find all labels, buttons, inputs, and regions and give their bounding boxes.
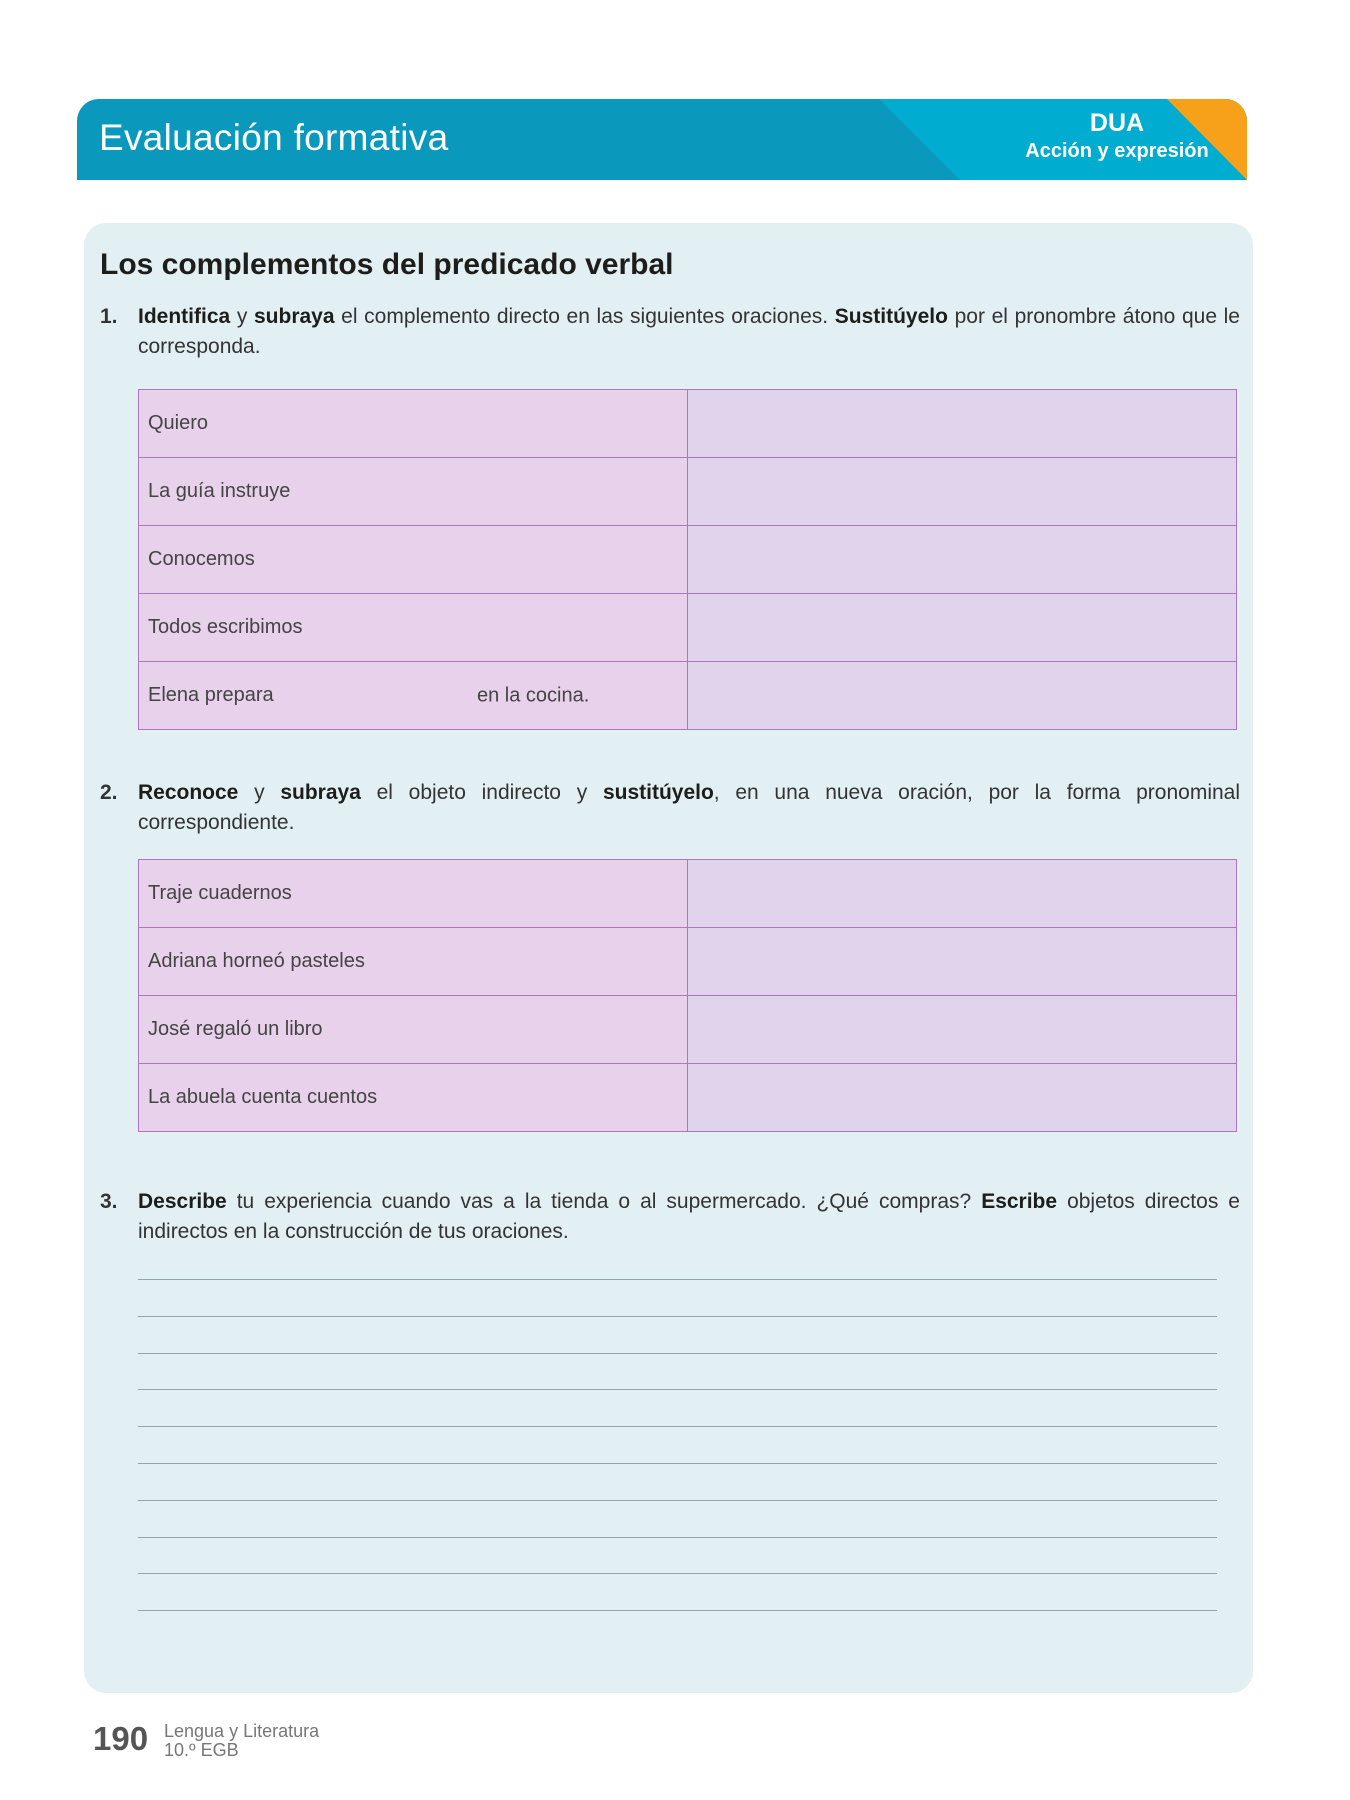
question-1 [100, 302, 1240, 362]
q2-text: el objeto indirecto y [360, 781, 603, 804]
writing-line[interactable] [138, 1426, 1217, 1427]
indirect-object-table [138, 859, 1237, 1132]
answer-cell[interactable] [688, 996, 1237, 1064]
section-header [77, 99, 1247, 180]
q3-text: objetos directos e indirectos en la construcción de tus oraciones. [138, 1190, 1240, 1243]
dua-badge [977, 109, 1247, 163]
q1-bold: subraya [253, 305, 335, 328]
question-number: 3. [100, 1190, 118, 1213]
section-title: Los complementos del predicado verbal [100, 248, 674, 281]
answer-cell[interactable] [688, 458, 1237, 526]
sentence-cell: La guía instruye [139, 458, 688, 526]
q3-bold: Describe [138, 1190, 227, 1213]
writing-line[interactable] [138, 1389, 1217, 1390]
question-number: 2. [100, 781, 118, 804]
writing-line[interactable] [138, 1537, 1217, 1538]
sentence-cell: Conocemos [139, 526, 688, 594]
answer-cell[interactable] [688, 860, 1237, 928]
q1-bold: Identifica [138, 305, 231, 328]
question-3 [100, 1187, 1240, 1247]
writing-line[interactable] [138, 1279, 1217, 1280]
table-row [139, 860, 1237, 928]
table-row [139, 458, 1237, 526]
table-row [139, 526, 1237, 594]
page-number: 190 [93, 1720, 149, 1757]
sentence-cell: Todos escribimos [139, 594, 688, 662]
sentence-cell: Traje cuadernos [139, 860, 688, 928]
q2-bold: subraya [280, 781, 361, 804]
footer-subject: Lengua y Literatura [164, 1721, 320, 1741]
table-row [139, 928, 1237, 996]
q1-bold: Sustitúyelo [834, 305, 948, 328]
writing-line[interactable] [138, 1353, 1217, 1354]
header-title: Evaluación formativa [99, 117, 449, 158]
q1-text: y [230, 305, 254, 328]
writing-line[interactable] [138, 1463, 1217, 1464]
q3-text: tu experiencia cuando vas a la tienda o al supermercado. ¿Qué compras? [226, 1190, 982, 1213]
table-row [139, 662, 1237, 730]
sentence-cell: Elena prepara en la cocina. [139, 662, 688, 730]
direct-object-table [138, 389, 1237, 730]
q2-text: y [238, 781, 281, 804]
q1-text: el complemento directo en las siguientes oraciones. [334, 305, 835, 328]
writing-line[interactable] [138, 1316, 1217, 1317]
sentence-cell: Adriana horneó pasteles [139, 928, 688, 996]
answer-cell[interactable] [688, 594, 1237, 662]
q3-bold: Escribe [981, 1190, 1058, 1213]
q2-text: , en una nueva oración, por la forma pronominal correspondiente. [138, 781, 1241, 834]
table-row [139, 390, 1237, 458]
dua-subtitle: Acción y expresión [1025, 140, 1209, 162]
answer-cell[interactable] [688, 390, 1237, 458]
dua-title: DUA [1089, 109, 1145, 137]
q2-bold: sustitúyelo [602, 781, 714, 804]
writing-line[interactable] [138, 1573, 1217, 1574]
question-2 [100, 778, 1240, 838]
table-row [139, 996, 1237, 1064]
table-row [139, 594, 1237, 662]
answer-cell[interactable] [688, 662, 1237, 730]
sentence-cell: Quiero [139, 390, 688, 458]
answer-cell[interactable] [688, 928, 1237, 996]
sentence-cell: José regaló un libro [139, 996, 688, 1064]
sentence-cell: La abuela cuenta cuentos [139, 1064, 688, 1132]
table-row [139, 1064, 1237, 1132]
answer-cell[interactable] [688, 526, 1237, 594]
footer-grade: 10.º EGB [164, 1740, 239, 1760]
answer-cell[interactable] [688, 1064, 1237, 1132]
question-number: 1. [100, 305, 118, 328]
writing-line[interactable] [138, 1500, 1217, 1501]
writing-line[interactable] [138, 1610, 1217, 1611]
q2-bold: Reconoce [138, 781, 239, 804]
footer-info [164, 1722, 319, 1760]
sentence-suffix: en la cocina. [477, 684, 590, 706]
q1-text: por el pronombre átono que le corresponda. [138, 305, 1240, 358]
